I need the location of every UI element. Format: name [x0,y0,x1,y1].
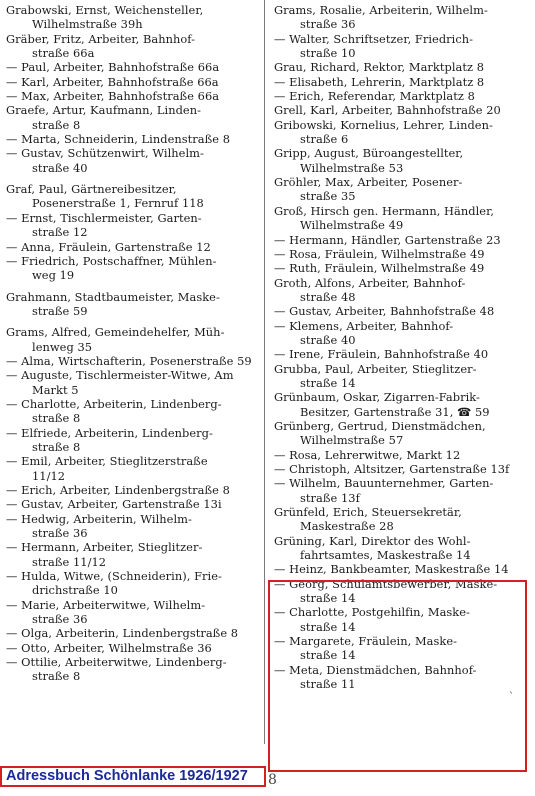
entry-spacer [6,318,262,325]
directory-entry [6,254,262,283]
directory-entry [274,118,529,147]
entry-line: — Wilhelm, Bauunternehmer, Garten- [274,476,494,491]
directory-entry [274,534,529,563]
entry-line: — Gustav, Schützenwirt, Wilhelm- [6,146,204,161]
entry-continuation: straße 10 [300,46,356,61]
entry-line: — Alma, Wirtschafterin, Posenerstraße 59 [6,353,252,368]
page-number: 8 [268,772,277,788]
directory-entry [6,483,262,497]
directory-entry [6,75,262,89]
directory-entry [6,103,262,132]
entry-line: Grabowski, Ernst, Weichensteller, [6,3,204,17]
entry-continuation: Posenerstraße 1, Fernruf 118 [32,196,204,211]
entry-line: — Gustav, Arbeiter, Gartenstraße 13i [6,497,222,512]
entry-continuation: Wilhelmstraße 57 [300,433,404,448]
entry-line: Groth, Alfons, Arbeiter, Bahnhof- [274,275,466,290]
entry-line: — Karl, Arbeiter, Bahnhofstraße 66a [6,74,219,89]
entry-line: Grell, Karl, Arbeiter, Bahnhofstraße 20 [274,103,501,118]
entry-line: — Otto, Arbeiter, Wilhelmstraße 36 [6,640,212,655]
entry-continuation: straße 40 [32,160,88,175]
entry-continuation: lenweg 35 [32,339,93,354]
directory-entry [274,462,529,476]
directory-entry [274,562,529,576]
entry-line: — Rosa, Fräulein, Wilhelmstraße 49 [274,246,485,261]
entry-continuation: straße 14 [300,648,356,663]
entry-line: — Erich, Referendar, Marktplatz 8 [274,89,475,104]
directory-entry [6,146,262,175]
entry-continuation: straße 13f [300,490,360,505]
directory-entry [6,512,262,541]
directory-entry [274,204,529,233]
entry-line: — Ottilie, Arbeiterwitwe, Lindenberg- [6,655,227,670]
directory-entry [6,397,262,426]
directory-entry [274,505,529,534]
directory-entry [6,290,262,319]
directory-entry [6,211,262,240]
directory-entry [274,233,529,247]
entry-line: Graefe, Artur, Kaufmann, Linden- [6,103,202,118]
entry-continuation: straße 40 [300,332,356,347]
entry-line: — Hermann, Arbeiter, Stieglitzer- [6,540,203,555]
entry-continuation: Wilhelmstraße 53 [300,160,404,175]
entry-line: — Charlotte, Arbeiterin, Lindenberg- [6,396,222,411]
directory-entry [274,304,529,318]
directory-entry [274,261,529,275]
entry-continuation: straße 48 [300,289,356,304]
entry-line: Grams, Rosalie, Arbeiterin, Wilhelm- [274,3,488,17]
directory-entry [274,3,529,32]
directory-entry [274,390,529,419]
entry-continuation: Wilhelmstraße 49 [300,218,404,233]
entry-line: — Christoph, Altsitzer, Gartenstraße 13f [274,462,510,476]
entry-continuation: straße 6 [300,132,349,147]
entry-continuation: weg 19 [32,268,75,283]
entry-line: Gräber, Fritz, Arbeiter, Bahnhof- [6,31,196,46]
column-divider [264,0,265,744]
entry-line: — Emil, Arbeiter, Stieglitzerstraße [6,454,208,469]
directory-entry [6,626,262,640]
entry-line: Graf, Paul, Gärtnereibesitzer, [6,182,177,197]
entry-line: — Marie, Arbeiterwitwe, Wilhelm- [6,597,206,612]
directory-entry [6,3,262,32]
entry-line: Gripp, August, Büroangestellter, [274,146,464,161]
entry-line: Groß, Hirsch gen. Hermann, Händler, [274,203,494,218]
directory-entry [274,319,529,348]
entry-line: — Walter, Schriftsetzer, Friedrich- [274,31,474,46]
entry-line: Grüning, Karl, Direktor des Wohl- [274,533,471,548]
entry-continuation: straße 8 [32,669,81,684]
entry-line: — Meta, Dienstmädchen, Bahnhof- [274,662,477,677]
entry-continuation: straße 36 [32,612,88,627]
entry-continuation: Wilhelmstraße 39h [32,17,143,32]
directory-entry [6,454,262,483]
left-column [6,3,262,684]
entry-line: — Max, Arbeiter, Bahnhofstraße 66a [6,89,220,104]
directory-entry [274,89,529,103]
entry-line: — Marta, Schneiderin, Lindenstraße 8 [6,132,231,147]
entry-line: — Heinz, Bankbeamter, Maskestraße 14 [274,562,509,577]
entry-spacer [6,283,262,290]
entry-continuation: straße 11/12 [32,554,107,569]
directory-entry [274,103,529,117]
entry-line: Grau, Richard, Rektor, Marktplatz 8 [274,60,485,75]
entry-continuation: 11/12 [32,468,66,483]
entry-line: — Charlotte, Postgehilfin, Maske- [274,605,470,620]
directory-entry [6,240,262,254]
directory-entry [6,32,262,61]
directory-entry [6,426,262,455]
entry-continuation: Markt 5 [32,382,79,397]
entry-line: — Ruth, Fräulein, Wilhelmstraße 49 [274,261,485,276]
entry-continuation: straße 12 [32,225,88,240]
caption-label: Adressbuch Schönlanke 1926/1927 [0,766,266,787]
stray-mark: ` [509,692,514,703]
entry-line: Gröhler, Max, Arbeiter, Posener- [274,175,463,190]
directory-entry [274,419,529,448]
entry-line: — Anna, Fräulein, Gartenstraße 12 [6,239,211,254]
entry-continuation: straße 66a [32,46,95,61]
entry-continuation: Maskestraße 28 [300,519,394,534]
directory-entry [274,347,529,361]
entry-line: Grams, Alfred, Gemeindehelfer, Müh- [6,325,225,340]
directory-entry [6,132,262,146]
entry-continuation: straße 8 [32,439,81,454]
entry-continuation: straße 35 [300,189,356,204]
directory-entry [6,354,262,368]
directory-entry [6,182,262,211]
entry-line: — Hulda, Witwe, (Schneiderin), Frie- [6,569,222,584]
underlined-name: Georg [289,576,325,591]
entry-continuation: Besitzer, Gartenstraße 31, ☎ 59 [300,404,490,419]
directory-entry [6,655,262,684]
entry-line: — Auguste, Tischlermeister-Witwe, Am [6,368,234,383]
entry-continuation: straße 8 [32,117,81,132]
entry-continuation: straße 14 [300,591,356,606]
entry-line: Gribowski, Kornelius, Lehrer, Linden- [274,117,493,132]
highlight-box [268,580,527,772]
entry-continuation: straße 11 [300,677,356,692]
entry-line: Grünberg, Gertrud, Dienstmädchen, [274,418,486,433]
entry-line: Grahmann, Stadtbaumeister, Maske- [6,289,220,304]
underlined-name: Grüning [274,533,322,548]
entry-line: — Margarete, Fräulein, Maske- [274,634,458,649]
directory-entry [274,75,529,89]
entry-line: — Olga, Arbeiterin, Lindenbergstraße 8 [6,626,239,641]
entry-line: — Hedwig, Arbeiterin, Wilhelm- [6,511,192,526]
directory-entry [6,89,262,103]
entry-line: — Elisabeth, Lehrerin, Marktplatz 8 [274,74,485,89]
entry-continuation: straße 14 [300,619,356,634]
directory-entry [6,497,262,511]
directory-entry [6,598,262,627]
entry-continuation: drichstraße 10 [32,583,118,598]
directory-entry [6,569,262,598]
directory-entry [6,60,262,74]
entry-line: Grünbaum, Oskar, Zigarren-Fabrik- [274,390,480,405]
entry-continuation: straße 14 [300,375,356,390]
entry-continuation: fahrtsamtes, Maskestraße 14 [300,548,471,563]
directory-entry [274,175,529,204]
directory-entry [274,146,529,175]
directory-entry [6,540,262,569]
entry-line: — Elfriede, Arbeiterin, Lindenberg- [6,425,213,440]
entry-line: — Georg, Schulamtsbewerber, Maske- [274,576,498,591]
entry-line: — Ernst, Tischlermeister, Garten- [6,210,202,225]
entry-spacer [6,175,262,182]
directory-entry [6,368,262,397]
entry-continuation: straße 36 [32,526,88,541]
directory-entry [274,476,529,505]
entry-line: — Paul, Arbeiter, Bahnhofstraße 66a [6,60,220,75]
entry-line: — Friedrich, Postschaffner, Mühlen- [6,253,217,268]
entry-line: — Erich, Arbeiter, Lindenbergstraße 8 [6,483,230,497]
entry-line: Grünfeld, Erich, Steuersekretär, [274,505,462,520]
directory-entry [274,362,529,391]
entry-line: — Klemens, Arbeiter, Bahnhof- [274,318,454,333]
directory-entry [274,32,529,61]
directory-entry [6,325,262,354]
entry-line: — Gustav, Arbeiter, Bahnhofstraße 48 [274,304,495,319]
entry-line: — Hermann, Händler, Gartenstraße 23 [274,232,501,247]
directory-entry [274,60,529,74]
directory-entry [274,276,529,305]
directory-entry [6,641,262,655]
entry-line: — Irene, Fräulein, Bahnhofstraße 40 [274,347,489,362]
entry-continuation: straße 59 [32,303,88,318]
directory-entry [274,448,529,462]
entry-line: — Rosa, Lehrerwitwe, Markt 12 [274,447,461,462]
entry-line: Grubba, Paul, Arbeiter, Stieglitzer- [274,361,477,376]
entry-continuation: straße 8 [32,411,81,426]
entry-continuation: straße 36 [300,17,356,32]
directory-entry [274,247,529,261]
